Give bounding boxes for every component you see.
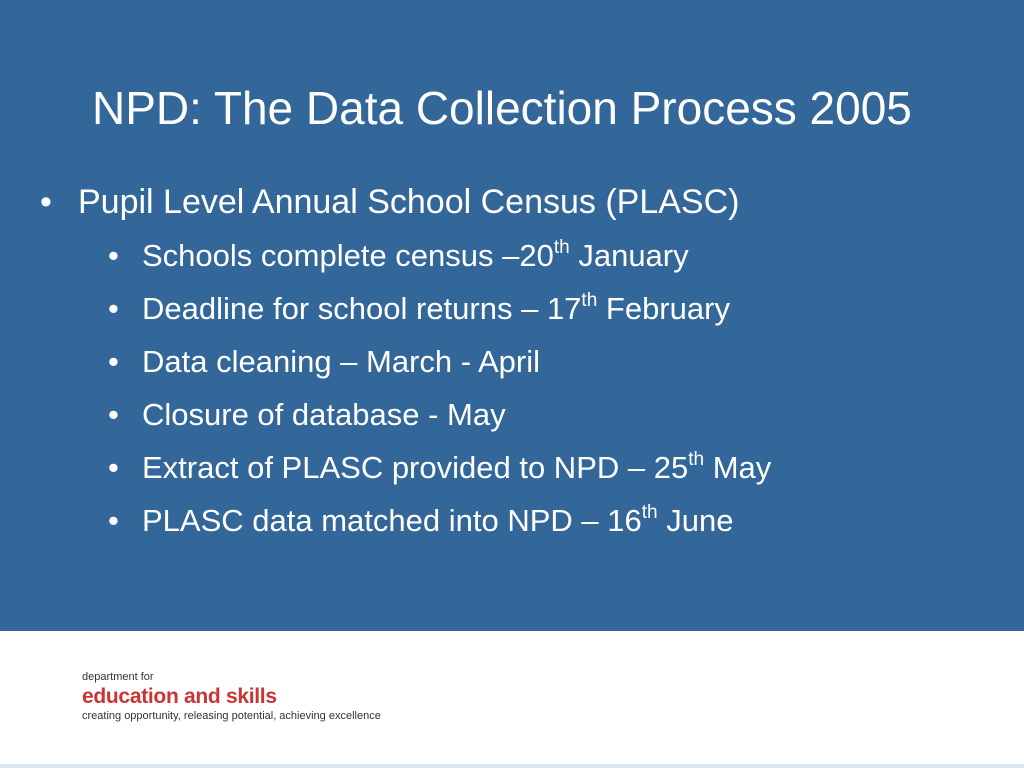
sub-bullet-closure: [108, 391, 771, 444]
ordinal-suffix: th: [553, 236, 570, 258]
sub-bullet-text: Data cleaning – March - April: [142, 344, 541, 379]
ordinal-suffix: th: [641, 501, 658, 523]
bullet-marker: •: [108, 291, 119, 326]
logo-tagline: creating opportunity, releasing potential, achieving excellence: [82, 710, 381, 722]
sub-bullet-schools-complete: [108, 232, 771, 285]
logo-top-line: department for: [82, 671, 154, 683]
sub-bullet-matched: [108, 497, 771, 550]
ordinal-suffix: th: [581, 289, 598, 311]
dfes-logo: [82, 671, 381, 723]
bullet-marker: •: [108, 238, 119, 273]
bullet-marker: •: [108, 503, 119, 538]
sub-bullet-text-end: June: [657, 503, 734, 538]
sub-bullet-deadline: [108, 285, 771, 338]
sub-bullet-text: PLASC data matched into NPD – 16: [142, 503, 642, 538]
sub-bullet-text: Closure of database - May: [142, 397, 506, 432]
bullet-marker: •: [108, 344, 119, 379]
sub-bullet-text: Schools complete census –20: [142, 238, 554, 273]
sub-bullet-extract: [108, 444, 771, 497]
footer-divider: [0, 764, 1024, 768]
bullet-marker: •: [40, 183, 52, 221]
bullet-marker: •: [108, 450, 119, 485]
sub-bullet-text: Extract of PLASC provided to NPD – 25: [142, 450, 689, 485]
sub-bullet-text-end: January: [569, 238, 689, 273]
main-bullet: [40, 178, 740, 226]
sub-bullet-data-cleaning: [108, 338, 771, 391]
sub-bullet-text-end: May: [704, 450, 772, 485]
slide-title: NPD: The Data Collection Process 2005: [92, 82, 912, 134]
ordinal-suffix: th: [688, 448, 705, 470]
sub-bullet-text: Deadline for school returns – 17: [142, 291, 582, 326]
bullet-marker: •: [108, 397, 119, 432]
main-bullet-text: Pupil Level Annual School Census (PLASC): [78, 183, 740, 221]
logo-main-line: education and skills: [82, 685, 277, 708]
sub-bullet-list: [108, 232, 771, 550]
sub-bullet-text-end: February: [597, 291, 730, 326]
